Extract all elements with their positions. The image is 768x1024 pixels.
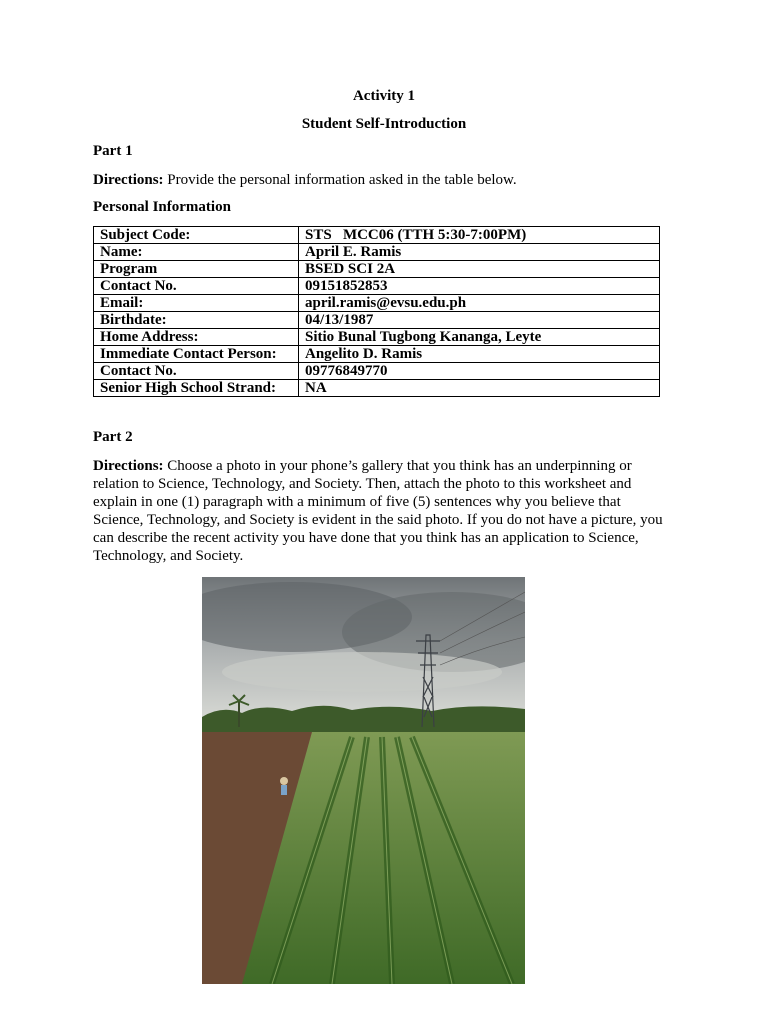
- table-row: [94, 312, 660, 329]
- table-row: [94, 227, 660, 244]
- table-row: [94, 346, 660, 363]
- row-value: 09776849770: [299, 363, 660, 380]
- table-row: [94, 261, 660, 278]
- row-value: Angelito D. Ramis: [299, 346, 660, 363]
- row-value: 04/13/1987: [299, 312, 660, 329]
- table-row: [94, 244, 660, 261]
- personal-information-heading: Personal Information: [93, 199, 231, 215]
- row-value: Sitio Bunal Tugbong Kananga, Leyte: [299, 329, 660, 346]
- row-label: Immediate Contact Person:: [94, 346, 299, 363]
- activity-title: Activity 1: [352, 88, 416, 104]
- directions-text: Choose a photo in your phone’s gallery that you think has an underpinning or relation to Science, Technology, and Society. Then, attach the photo to this worksheet and explain in one (1) paragraph with a minimum of five (5) sentences why you believe that Science, Technology, and Society is evident in the said photo. If you do not have a picture, you can describe the recent activity you have done that you think has an application to Science, Technology, and Society.: [93, 458, 663, 564]
- cornfield-photo: [202, 577, 525, 984]
- row-label: Contact No.: [94, 278, 299, 295]
- activity-subtitle: Student Self-Introduction: [301, 116, 467, 132]
- row-label: Subject Code:: [94, 227, 299, 244]
- row-value: STS MCC06 (TTH 5:30-7:00PM): [299, 227, 660, 244]
- part2-heading: Part 2: [93, 429, 133, 445]
- cornfield-photo-illustration: [202, 577, 525, 984]
- table-row: [94, 278, 660, 295]
- part1-directions: [93, 171, 668, 189]
- directions-label: Directions:: [93, 458, 164, 474]
- row-label: Senior High School Strand:: [94, 380, 299, 397]
- part1-heading: Part 1: [93, 143, 133, 159]
- part2-directions: [93, 457, 668, 565]
- row-value: april.ramis@evsu.edu.ph: [299, 295, 660, 312]
- row-label: Program: [94, 261, 299, 278]
- row-value: April E. Ramis: [299, 244, 660, 261]
- row-label: Contact No.: [94, 363, 299, 380]
- directions-label: Directions:: [93, 172, 164, 188]
- table-row: [94, 295, 660, 312]
- row-label: Birthdate:: [94, 312, 299, 329]
- table-row: [94, 380, 660, 397]
- row-value: BSED SCI 2A: [299, 261, 660, 278]
- personal-info-table: [93, 226, 660, 397]
- row-label: Name:: [94, 244, 299, 261]
- directions-text: Provide the personal information asked in the table below.: [163, 172, 517, 188]
- table-row: [94, 363, 660, 380]
- table-row: [94, 329, 660, 346]
- row-value: NA: [299, 380, 660, 397]
- row-value: 09151852853: [299, 278, 660, 295]
- row-label: Email:: [94, 295, 299, 312]
- row-label: Home Address:: [94, 329, 299, 346]
